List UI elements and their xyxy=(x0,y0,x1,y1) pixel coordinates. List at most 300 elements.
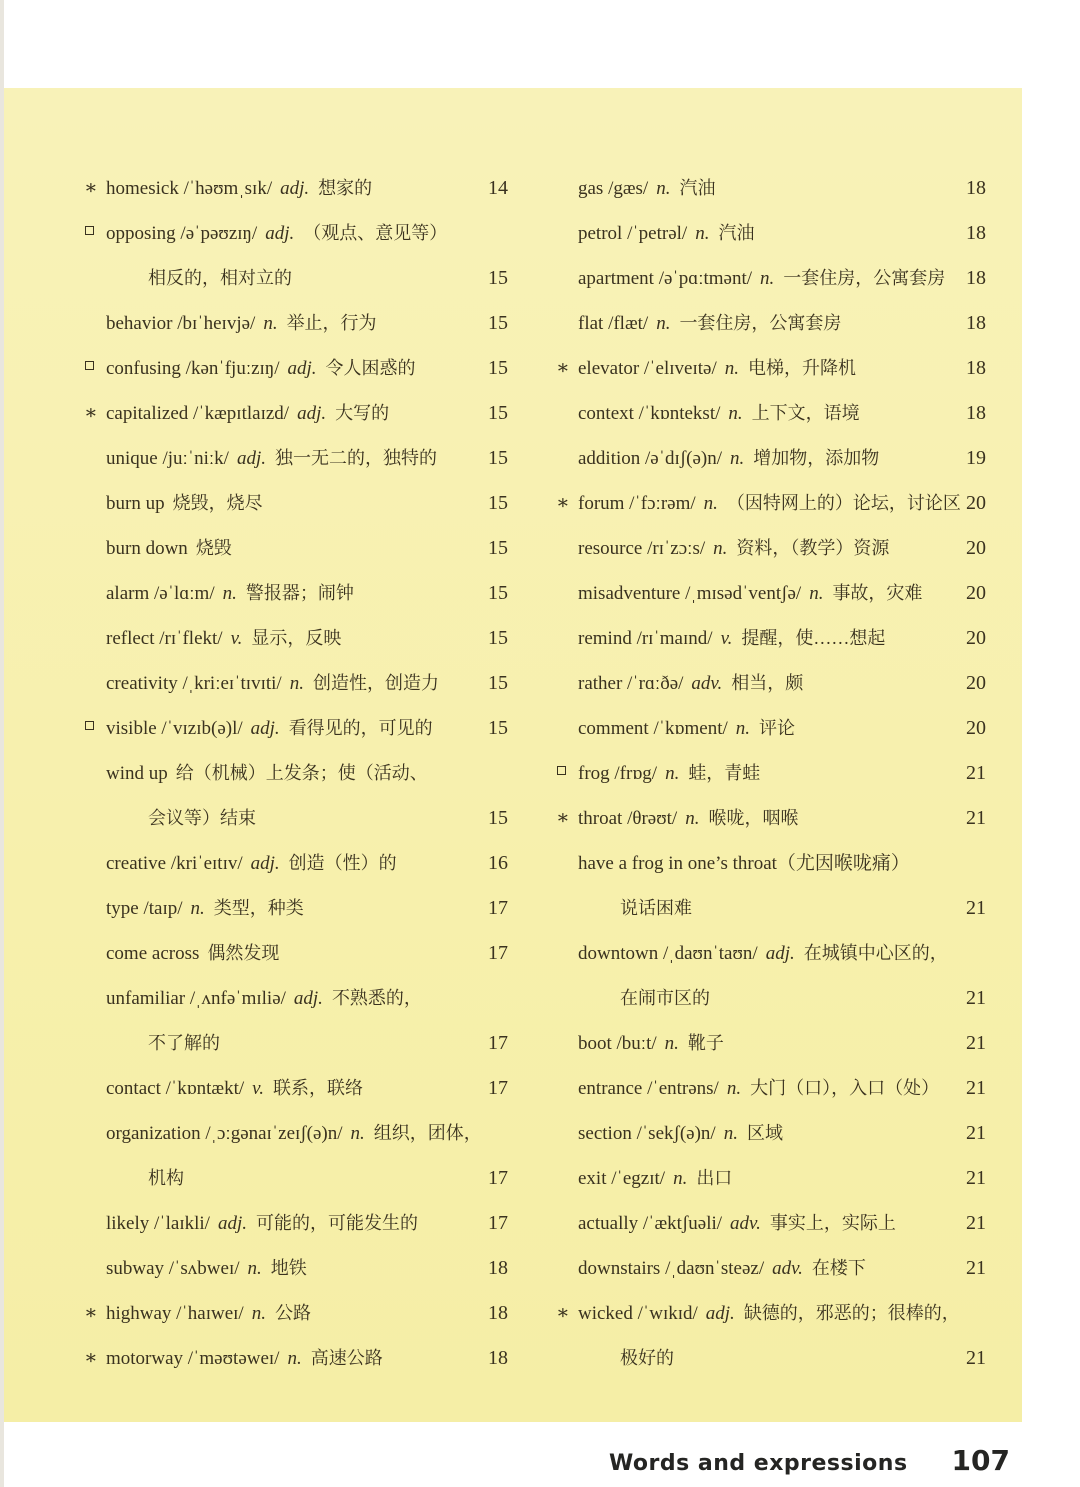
vocab-entry-row xyxy=(556,1021,986,1066)
entry-gloss: 偶然发现 xyxy=(207,943,280,963)
entry-text xyxy=(578,403,860,424)
entry-pos-label: n. xyxy=(809,583,824,604)
entry-gloss: 电梯，升降机 xyxy=(747,358,856,378)
entry-text xyxy=(106,628,341,649)
entry-text xyxy=(106,853,397,874)
entry-gloss: 不了解的 xyxy=(148,1033,220,1053)
entry-headword-ipa: burn down xyxy=(106,538,188,559)
entry-page-number: 18 xyxy=(966,357,986,379)
vocab-entry-row xyxy=(556,166,986,211)
entry-headword-ipa: organization /ˌɔːgənaɪˈzeɪʃ(ə)n/ xyxy=(106,1123,343,1144)
entry-pos-label: n. xyxy=(695,223,710,244)
entry-headword-ipa: capitalized /ˈkæpɪtlaɪzd/ xyxy=(106,403,290,424)
entry-text xyxy=(106,1033,220,1054)
footer-section-title: Words and expressions xyxy=(608,1451,908,1476)
entry-pos-label: n. xyxy=(664,1033,679,1054)
vocab-entry-row xyxy=(84,166,508,211)
entry-headword-ipa: throat /θrəʊt/ xyxy=(578,808,678,829)
vocab-continuation-row xyxy=(556,976,986,1021)
entry-text xyxy=(106,178,372,199)
entry-text xyxy=(578,1078,939,1099)
entry-page-number: 21 xyxy=(966,1257,986,1279)
entry-gloss: 提醒，使……想起 xyxy=(741,628,886,648)
entry-page-number: 21 xyxy=(966,1077,986,1099)
entry-text xyxy=(106,313,377,334)
entry-headword-ipa: behavior /bɪˈheɪvjə/ xyxy=(106,313,256,334)
entry-pos-label: v. xyxy=(720,628,733,649)
entry-text xyxy=(578,223,754,244)
entry-pos-label: adj. xyxy=(236,448,266,469)
entry-page-number: 14 xyxy=(488,177,508,199)
entry-pos-label: n. xyxy=(289,673,304,694)
entry-headword-ipa: downtown /ˌdaʊnˈtaʊn/ xyxy=(578,943,758,964)
entry-pos-label: n. xyxy=(287,1348,302,1369)
vocab-entry-row xyxy=(556,526,986,571)
entry-page-number: 20 xyxy=(966,672,986,694)
entry-page-number: 17 xyxy=(488,1212,508,1234)
entry-pos-label: n. xyxy=(251,1303,266,1324)
entry-page-number: 15 xyxy=(488,447,508,469)
vocab-entry-row xyxy=(556,931,986,976)
entry-gloss: 会议等）结束 xyxy=(148,808,256,828)
entry-text xyxy=(106,358,416,379)
entry-page-number: 15 xyxy=(488,582,508,604)
vocab-entry-row xyxy=(84,706,508,751)
entry-gloss: 想家的 xyxy=(318,178,373,198)
entry-headword-ipa: creative /kriˈeɪtɪv/ xyxy=(106,853,243,874)
entry-gloss: 烧毁，烧尽 xyxy=(172,493,263,513)
entry-page-number: 20 xyxy=(966,627,986,649)
entry-gloss: 举止，行为 xyxy=(286,313,377,333)
entry-text xyxy=(106,1348,383,1369)
entry-gloss: 一套住房，公寓套房 xyxy=(679,313,842,333)
vocab-entry-row xyxy=(556,751,986,796)
vocab-column-right xyxy=(556,166,986,1381)
star-marker-icon: ∗ xyxy=(84,177,98,199)
entry-text xyxy=(578,763,760,784)
entry-gloss: 看得见的，可见的 xyxy=(288,718,433,738)
entry-gloss: （因特网上的）论坛，讨论区 xyxy=(726,493,961,513)
entry-page-number: 15 xyxy=(488,267,508,289)
entry-headword-ipa: have a frog in one’s throat（尤因喉咙痛） xyxy=(578,853,910,874)
entry-text xyxy=(578,448,879,469)
entry-headword-ipa: likely /ˈlaɪkli/ xyxy=(106,1213,210,1234)
entry-gloss: 警报器；闹钟 xyxy=(245,583,354,603)
entry-gloss: 联系，联络 xyxy=(272,1078,363,1098)
vocab-entry-row xyxy=(556,1111,986,1156)
entry-pos-label: adj. xyxy=(280,178,310,199)
entry-headword-ipa: come across xyxy=(106,943,200,964)
vocab-entry-row xyxy=(84,436,508,481)
entry-headword-ipa: exit /ˈegzɪt/ xyxy=(578,1168,666,1189)
vocab-continuation-row xyxy=(84,796,508,841)
entry-pos-label: n. xyxy=(263,313,278,334)
entry-headword-ipa: misadventure /ˌmɪsədˈventʃə/ xyxy=(578,583,802,604)
vocab-continuation-row xyxy=(556,1336,986,1381)
entry-page-number: 15 xyxy=(488,492,508,514)
entry-text xyxy=(106,583,354,604)
vocab-continuation-row xyxy=(84,1021,508,1066)
entry-text xyxy=(106,673,439,694)
entry-text xyxy=(106,988,422,1009)
entry-headword-ipa: rather /ˈrɑːðə/ xyxy=(578,673,684,694)
entry-gloss: 显示，反映 xyxy=(251,628,342,648)
entry-text xyxy=(106,268,292,289)
entry-gloss: 事实上，实际上 xyxy=(769,1213,896,1233)
entry-pos-label: n. xyxy=(728,403,743,424)
vocab-entry-row xyxy=(84,841,508,886)
vocab-entry-row xyxy=(556,1156,986,1201)
entry-text xyxy=(578,268,945,289)
vocab-continuation-row xyxy=(84,1156,508,1201)
entry-pos-label: n. xyxy=(724,358,739,379)
vocab-entry-row xyxy=(556,256,986,301)
entry-gloss: 极好的 xyxy=(620,1348,674,1368)
vocab-entry-row xyxy=(556,211,986,256)
vocab-entry-row xyxy=(84,1291,508,1336)
entry-headword-ipa: comment /ˈkɒment/ xyxy=(578,718,728,739)
entry-pos-label: adv. xyxy=(691,673,723,694)
entry-page-number: 21 xyxy=(966,1032,986,1054)
entry-headword-ipa: opposing /əˈpəʊzɪŋ/ xyxy=(106,223,258,244)
entry-text xyxy=(578,988,710,1009)
entry-pos-label: n. xyxy=(656,313,671,334)
entry-headword-ipa: apartment /əˈpɑːtmənt/ xyxy=(578,268,753,289)
entry-text xyxy=(106,448,437,469)
vocab-entry-row xyxy=(556,616,986,661)
entry-pos-label: v. xyxy=(252,1078,264,1099)
entry-gloss: 烧毁 xyxy=(195,538,232,558)
vocab-column-left xyxy=(84,166,508,1381)
entry-gloss: 事故，灾难 xyxy=(832,583,923,603)
entry-headword-ipa: wind up xyxy=(106,763,168,784)
vocab-entry-row xyxy=(84,391,508,436)
entry-page-number: 15 xyxy=(488,717,508,739)
vocab-entry-row xyxy=(84,976,508,1021)
entry-gloss: 组织，团体， xyxy=(373,1123,482,1143)
entry-pos-label: n. xyxy=(703,493,718,514)
vocab-entry-row xyxy=(84,886,508,931)
entry-text xyxy=(578,1258,866,1279)
vocab-entry-row xyxy=(556,481,986,526)
entry-page-number: 18 xyxy=(966,222,986,244)
entry-gloss: 令人困惑的 xyxy=(325,358,416,378)
entry-headword-ipa: motorway /ˈməʊtəweɪ/ xyxy=(106,1348,280,1369)
entry-pos-label: n. xyxy=(723,1123,738,1144)
page-footer xyxy=(0,1444,1010,1477)
entry-gloss: 上下文，语境 xyxy=(751,403,860,423)
entry-gloss: 在城镇中心区的， xyxy=(803,943,948,963)
entry-text xyxy=(578,358,856,379)
entry-page-number: 15 xyxy=(488,807,508,829)
entry-page-number: 20 xyxy=(966,492,986,514)
vocab-continuation-row xyxy=(84,256,508,301)
vocab-entry-row xyxy=(84,751,508,796)
entry-pos-label: n. xyxy=(713,538,728,559)
entry-page-number: 19 xyxy=(966,447,986,469)
entry-pos-label: adj. xyxy=(297,403,327,424)
entry-gloss: 在闹市区的 xyxy=(620,988,710,1008)
entry-page-number: 21 xyxy=(966,1122,986,1144)
entry-pos-label: n. xyxy=(685,808,700,829)
entry-page-number: 15 xyxy=(488,357,508,379)
entry-page-number: 18 xyxy=(966,267,986,289)
vocab-entry-row xyxy=(556,1066,986,1111)
entry-pos-label: adj. xyxy=(705,1303,735,1324)
entry-headword-ipa: section /ˈsekʃ(ə)n/ xyxy=(578,1123,716,1144)
entry-headword-ipa: addition /əˈdɪʃ(ə)n/ xyxy=(578,448,723,469)
entry-page-number: 17 xyxy=(488,1032,508,1054)
entry-text xyxy=(578,538,889,559)
entry-gloss: 高速公路 xyxy=(310,1348,383,1368)
entry-page-number: 18 xyxy=(488,1257,508,1279)
vocab-entry-row xyxy=(556,1246,986,1291)
entry-text xyxy=(578,313,841,334)
star-marker-icon: ∗ xyxy=(556,1302,570,1324)
entry-pos-label: n. xyxy=(222,583,237,604)
entry-gloss: 公路 xyxy=(274,1303,311,1323)
entry-headword-ipa: creativity /ˌkriːeɪˈtɪvɪti/ xyxy=(106,673,282,694)
entry-headword-ipa: boot /buːt/ xyxy=(578,1033,657,1054)
star-marker-icon: ∗ xyxy=(84,402,98,424)
vocab-entry-row xyxy=(84,1111,508,1156)
entry-pos-label: n. xyxy=(735,718,751,739)
entry-text xyxy=(578,943,948,964)
vocab-entry-row xyxy=(84,661,508,706)
entry-page-number: 21 xyxy=(966,1212,986,1234)
vocab-entry-row xyxy=(556,661,986,706)
entry-page-number: 17 xyxy=(488,897,508,919)
entry-gloss: 汽油 xyxy=(718,223,755,243)
vocab-entry-row xyxy=(84,1246,508,1291)
entry-pos-label: n. xyxy=(665,763,680,784)
entry-pos-label: adj. xyxy=(765,943,795,964)
vocab-entry-row xyxy=(556,796,986,841)
entry-headword-ipa: actually /ˈæktʃuəli/ xyxy=(578,1213,723,1234)
star-marker-icon: ∗ xyxy=(556,807,570,829)
entry-headword-ipa: entrance /ˈentrəns/ xyxy=(578,1078,719,1099)
star-marker-icon: ∗ xyxy=(84,1302,98,1324)
entry-pos-label: n. xyxy=(350,1123,365,1144)
entry-text xyxy=(106,1303,311,1324)
entry-gloss: 蛙，青蛙 xyxy=(688,763,761,783)
entry-pos-label: adj. xyxy=(250,718,280,739)
entry-text xyxy=(578,718,795,739)
entry-headword-ipa: resource /rɪˈzɔːs/ xyxy=(578,538,706,559)
entry-text xyxy=(578,808,798,829)
entry-gloss: 区域 xyxy=(746,1123,783,1143)
entry-headword-ipa: contact /ˈkɒntækt/ xyxy=(106,1078,245,1099)
entry-gloss: 机构 xyxy=(148,1168,184,1188)
entry-headword-ipa: petrol /ˈpetrəl/ xyxy=(578,223,688,244)
entry-pos-label: n. xyxy=(673,1168,688,1189)
vocab-entry-row xyxy=(84,481,508,526)
vocab-entry-row xyxy=(84,1201,508,1246)
entry-gloss: 缺德的，邪恶的；很棒的， xyxy=(743,1303,960,1323)
entry-page-number: 15 xyxy=(488,537,508,559)
vocab-entry-row xyxy=(556,1201,986,1246)
entry-gloss: 独一无二的，独特的 xyxy=(275,448,437,468)
book-page-sheet xyxy=(4,88,1022,1422)
entry-page-number: 15 xyxy=(488,672,508,694)
entry-text xyxy=(106,1123,482,1144)
vocab-entry-row xyxy=(556,391,986,436)
entry-text xyxy=(578,1303,960,1324)
vocab-entry-row xyxy=(84,1336,508,1381)
entry-page-number: 15 xyxy=(488,627,508,649)
vocab-entry-row xyxy=(84,301,508,346)
entry-gloss: 大门（口），入口（处） xyxy=(750,1078,940,1098)
entry-pos-label: adj. xyxy=(293,988,323,1009)
entry-headword-ipa: visible /ˈvɪzɪb(ə)l/ xyxy=(106,718,243,739)
vocab-entry-row xyxy=(556,1291,986,1336)
entry-pos-label: adv. xyxy=(730,1213,761,1234)
entry-gloss: 大写的 xyxy=(335,403,390,423)
entry-text xyxy=(106,1213,418,1234)
entry-text xyxy=(578,1168,732,1189)
vocab-entry-row xyxy=(84,571,508,616)
entry-page-number: 21 xyxy=(966,807,986,829)
entry-page-number: 21 xyxy=(966,1167,986,1189)
star-marker-icon: ∗ xyxy=(556,492,570,514)
entry-headword-ipa: burn up xyxy=(106,493,165,514)
entry-page-number: 18 xyxy=(488,1302,508,1324)
entry-gloss: 地铁 xyxy=(270,1258,307,1278)
entry-headword-ipa: downstairs /ˌdaʊnˈsteəz/ xyxy=(578,1258,765,1279)
entry-headword-ipa: wicked /ˈwɪkɪd/ xyxy=(578,1303,698,1324)
entry-text xyxy=(106,1258,307,1279)
vocab-entry-row xyxy=(84,1066,508,1111)
entry-gloss: 相反的，相对立的 xyxy=(148,268,292,288)
vocab-entry-row xyxy=(84,211,508,256)
entry-pos-label: adj. xyxy=(287,358,317,379)
entry-pos-label: n. xyxy=(760,268,775,289)
entry-page-number: 17 xyxy=(488,942,508,964)
entry-text xyxy=(106,493,263,514)
entry-gloss: 一套住房，公寓套房 xyxy=(783,268,946,288)
star-marker-icon: ∗ xyxy=(84,1347,98,1369)
vocab-entry-row xyxy=(84,931,508,976)
entry-headword-ipa: frog /frɒg/ xyxy=(578,763,658,784)
star-marker-icon: ∗ xyxy=(556,357,570,379)
entry-headword-ipa: homesick /ˈhəʊmˌsɪk/ xyxy=(106,178,273,199)
vocab-entry-row xyxy=(556,301,986,346)
entry-gloss: 可能的，可能发生的 xyxy=(255,1213,418,1233)
entry-page-number: 18 xyxy=(966,177,986,199)
entry-pos-label: n. xyxy=(726,1078,742,1099)
entry-gloss: 相当，颇 xyxy=(731,673,804,693)
entry-page-number: 16 xyxy=(488,852,508,874)
entry-gloss: 说话困难 xyxy=(620,898,692,918)
entry-headword-ipa: forum /ˈfɔːrəm/ xyxy=(578,493,696,514)
entry-headword-ipa: confusing /kənˈfjuːzɪŋ/ xyxy=(106,358,280,379)
entry-text xyxy=(106,223,447,244)
entry-headword-ipa: unique /juːˈniːk/ xyxy=(106,448,229,469)
vocab-entry-row xyxy=(556,706,986,751)
entry-text xyxy=(106,808,256,829)
entry-text xyxy=(578,673,803,694)
entry-pos-label: n. xyxy=(190,898,205,919)
entry-text xyxy=(106,898,304,919)
entry-page-number: 18 xyxy=(966,312,986,334)
entry-gloss: （观点、意见等） xyxy=(303,223,448,243)
vocab-entry-row xyxy=(556,571,986,616)
entry-text xyxy=(578,853,918,874)
entry-pos-label: adj. xyxy=(217,1213,247,1234)
vocab-entry-row xyxy=(84,346,508,391)
vocab-entry-row xyxy=(556,436,986,481)
entry-pos-label: n. xyxy=(730,448,745,469)
entry-text xyxy=(106,718,433,739)
entry-text xyxy=(578,1348,674,1369)
entry-gloss: 创造（性）的 xyxy=(288,853,397,873)
entry-text xyxy=(578,1213,896,1234)
entry-headword-ipa: remind /rɪˈmaɪnd/ xyxy=(578,628,713,649)
entry-text xyxy=(578,1123,783,1144)
entry-gloss: 喉咙，咽喉 xyxy=(708,808,799,828)
entry-page-number: 18 xyxy=(488,1347,508,1369)
entry-page-number: 15 xyxy=(488,402,508,424)
entry-text xyxy=(106,403,389,424)
entry-gloss: 增加物，添加物 xyxy=(753,448,880,468)
vocab-entry-row xyxy=(556,841,986,886)
entry-text xyxy=(106,538,232,559)
entry-pos-label: n. xyxy=(656,178,671,199)
entry-page-number: 21 xyxy=(966,762,986,784)
vocab-continuation-row xyxy=(556,886,986,931)
entry-text xyxy=(578,898,692,919)
entry-page-number: 17 xyxy=(488,1077,508,1099)
entry-gloss: 给（机械）上发条；使（活动、 xyxy=(175,763,428,783)
entry-pos-label: adv. xyxy=(772,1258,803,1279)
entry-gloss: 类型，种类 xyxy=(213,898,304,918)
entry-text xyxy=(578,628,885,649)
entry-page-number: 15 xyxy=(488,312,508,334)
entry-page-number: 21 xyxy=(966,987,986,1009)
entry-headword-ipa: subway /ˈsʌbweɪ/ xyxy=(106,1258,240,1279)
entry-page-number: 21 xyxy=(966,1347,986,1369)
entry-text xyxy=(578,1033,724,1054)
entry-headword-ipa: reflect /rɪˈflekt/ xyxy=(106,628,223,649)
entry-gloss: 出口 xyxy=(696,1168,733,1188)
entry-headword-ipa: alarm /əˈlɑːm/ xyxy=(106,583,215,604)
entry-headword-ipa: type /taɪp/ xyxy=(106,898,183,919)
entry-pos-label: n. xyxy=(247,1258,262,1279)
entry-page-number: 20 xyxy=(966,582,986,604)
entry-headword-ipa: context /ˈkɒntekst/ xyxy=(578,403,721,424)
entry-text xyxy=(578,178,715,199)
entry-headword-ipa: gas /gæs/ xyxy=(578,178,649,199)
entry-pos-label: adj. xyxy=(250,853,280,874)
entry-gloss: 汽油 xyxy=(679,178,716,198)
entry-text xyxy=(106,1168,184,1189)
entry-text xyxy=(106,1078,363,1099)
entry-text xyxy=(106,763,428,784)
entry-page-number: 18 xyxy=(966,402,986,424)
entry-gloss: 靴子 xyxy=(687,1033,724,1053)
vocab-entry-row xyxy=(556,346,986,391)
entry-gloss: 评论 xyxy=(759,718,796,738)
entry-headword-ipa: elevator /ˈelɪveɪtə/ xyxy=(578,358,717,379)
entry-gloss: 在楼下 xyxy=(811,1258,866,1278)
entry-pos-label: v. xyxy=(230,628,243,649)
footer-page-number: 107 xyxy=(951,1444,1010,1477)
entry-gloss: 资料，（教学）资源 xyxy=(736,538,890,558)
entry-headword-ipa: unfamiliar /ˌʌnfəˈmɪliə/ xyxy=(106,988,286,1009)
entry-gloss: 创造性，创造力 xyxy=(312,673,439,693)
entry-gloss: 不熟悉的， xyxy=(331,988,422,1008)
entry-text xyxy=(578,583,922,604)
